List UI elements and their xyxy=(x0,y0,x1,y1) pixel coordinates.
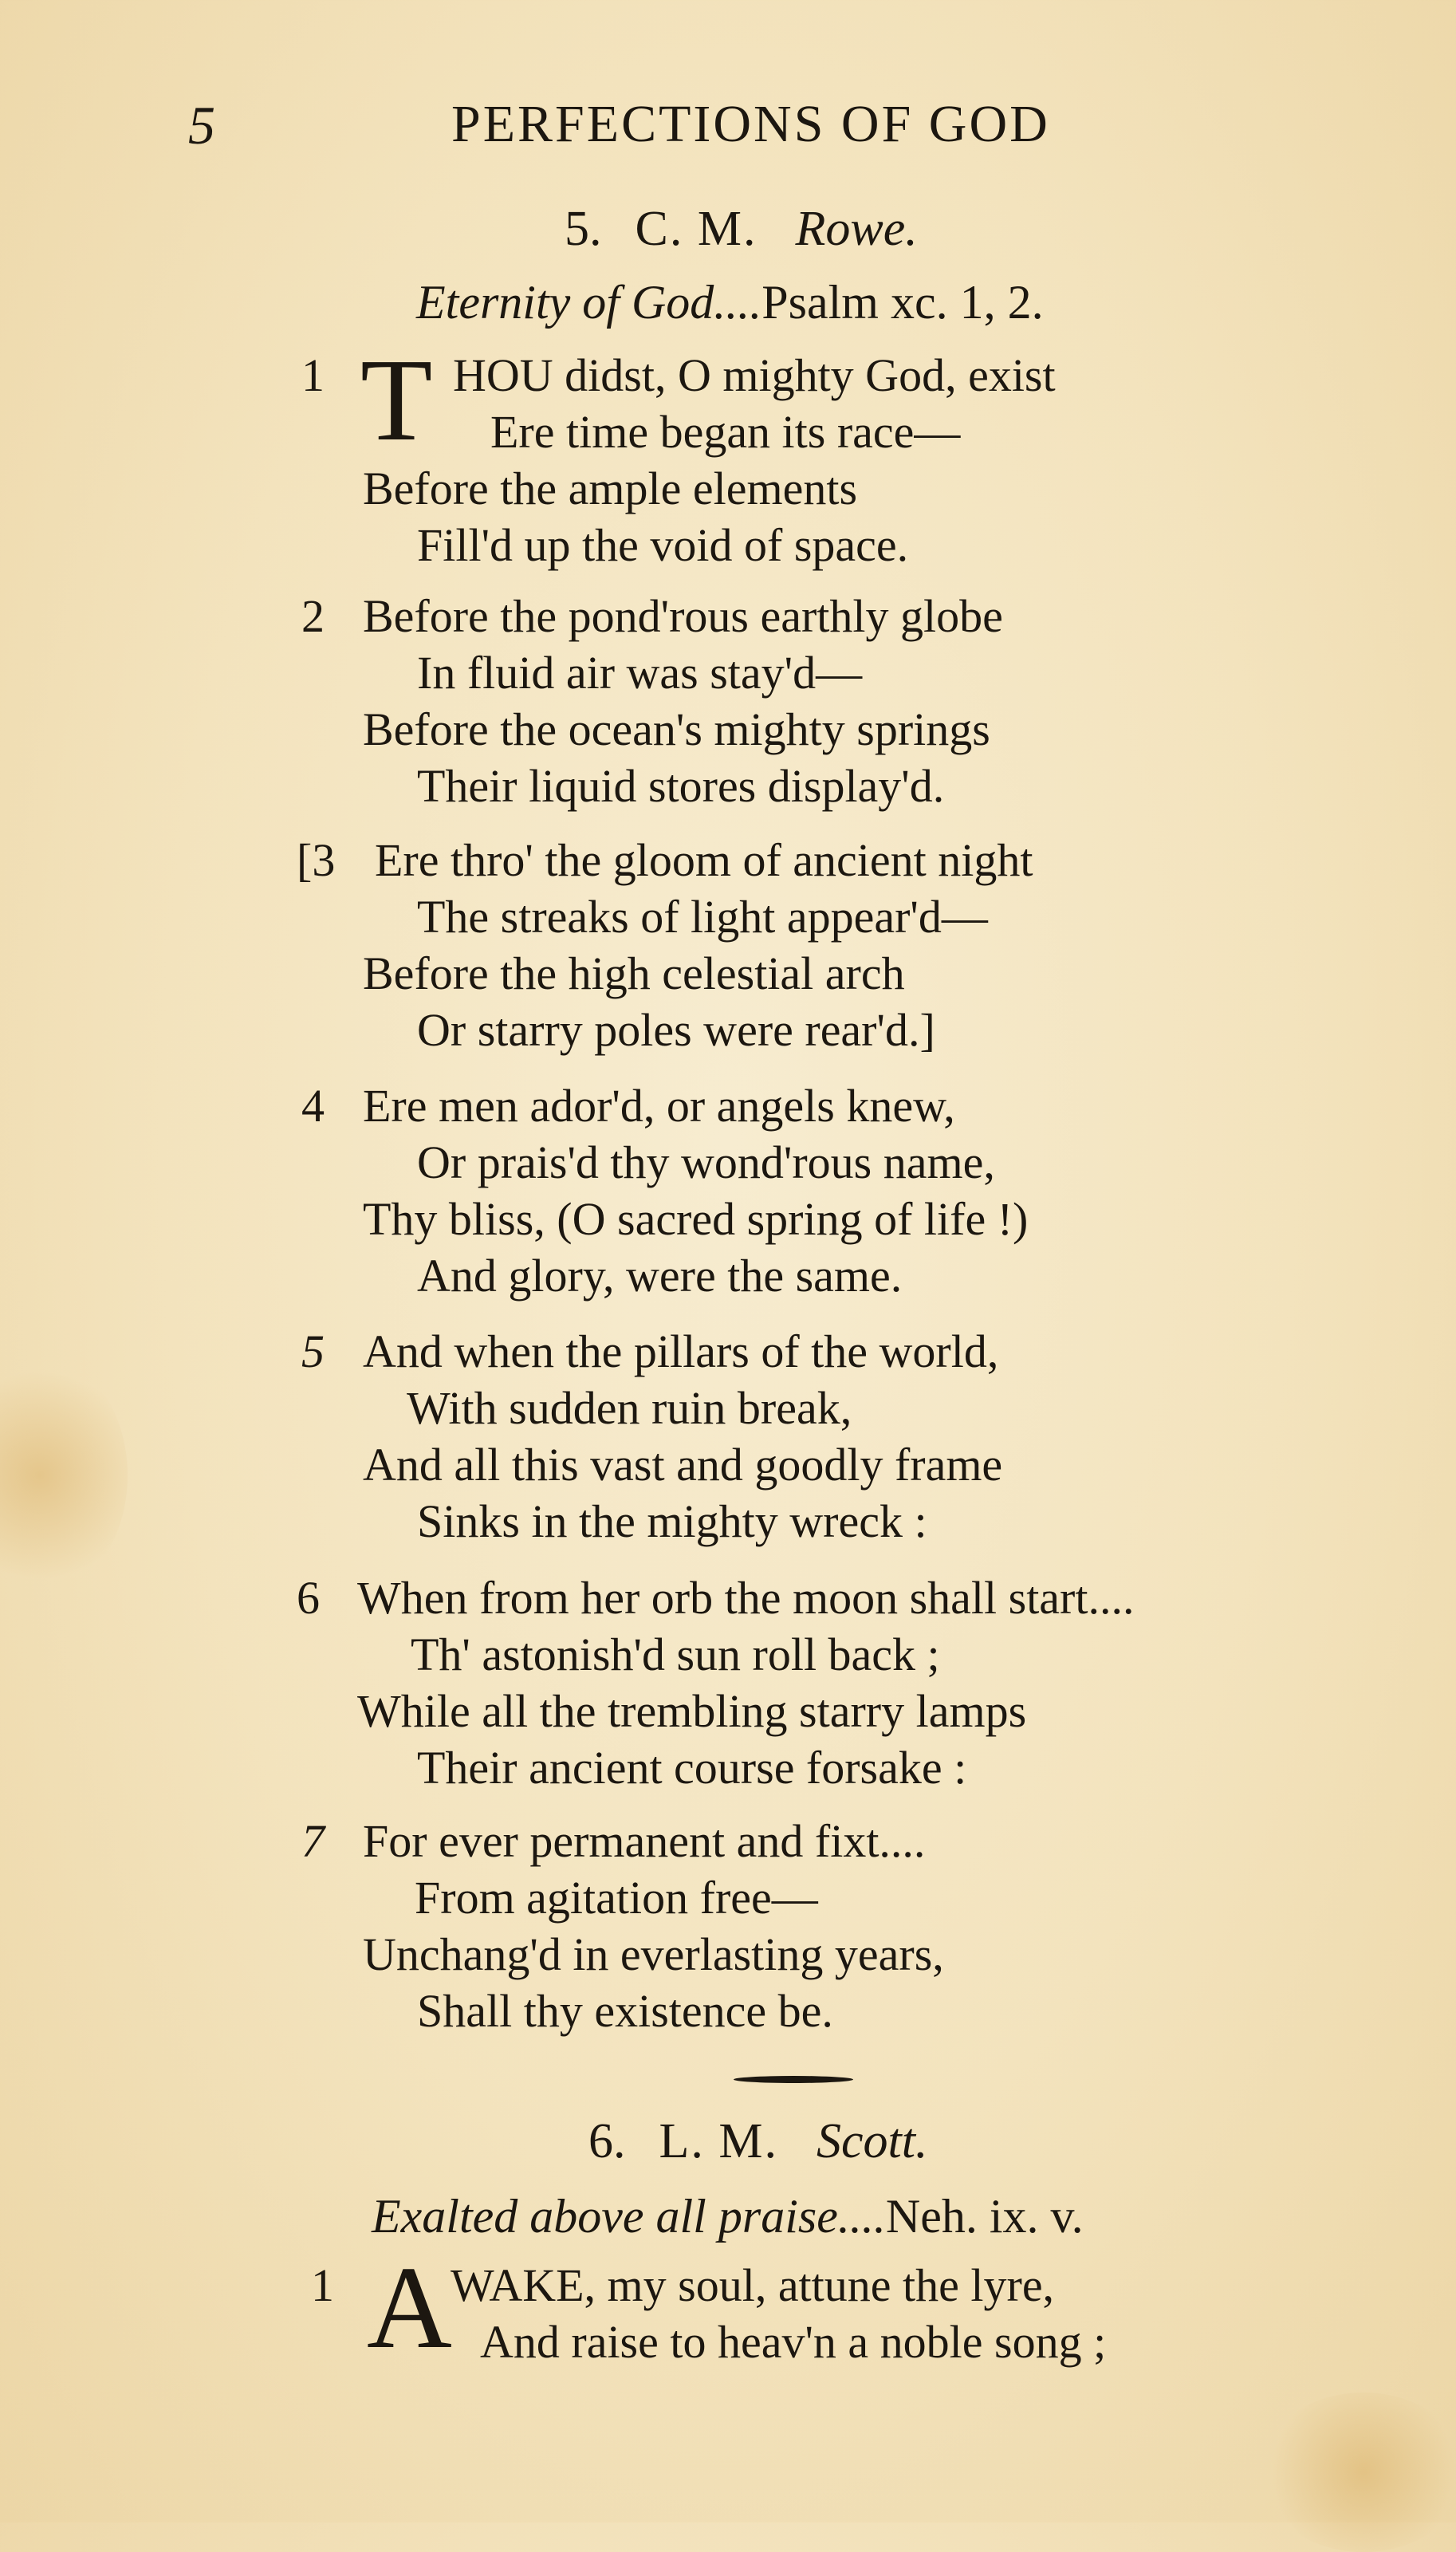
verse-line: Before the pond'rous earthly globe xyxy=(363,590,1003,642)
hymn-6-heading xyxy=(588,2113,927,2170)
verse-line: WAKE, my soul, attune the lyre, xyxy=(451,2259,1055,2311)
verse-line: Or starry poles were rear'd.] xyxy=(417,1004,935,1056)
verse-line: Sinks in the mighty wreck : xyxy=(417,1495,927,1547)
drop-cap: A xyxy=(367,2243,452,2373)
verse-line: Before the ocean's mighty springs xyxy=(363,703,990,755)
verse-line: While all the trembling starry lamps xyxy=(357,1685,1027,1737)
verse-line: Their liquid stores display'd. xyxy=(417,760,945,812)
hymn-5-heading xyxy=(565,201,918,258)
verse-line: Before the high celestial arch xyxy=(363,947,905,999)
verse-line: And raise to heav'n a noble song ; xyxy=(480,2316,1107,2368)
verse-line: And glory, were the same. xyxy=(417,1250,903,1302)
verse-line: And all this vast and goodly frame xyxy=(363,1439,1003,1491)
verse-line: In fluid air was stay'd— xyxy=(417,647,863,699)
hymn-author: Scott. xyxy=(817,2114,928,2168)
hymn-5-subtitle xyxy=(416,275,1044,330)
verse-line: Or prais'd thy wond'rous name, xyxy=(417,1136,995,1188)
page-number: 5 xyxy=(188,95,215,156)
verse-number: 5 xyxy=(301,1325,325,1377)
verse-line: With sudden ruin break, xyxy=(407,1382,852,1434)
verse-number: [3 xyxy=(297,834,336,886)
hymn-number: 6. xyxy=(588,2114,626,2168)
hymn-topic: Eternity of God.... xyxy=(416,276,762,329)
verse-number: 7 xyxy=(301,1815,325,1867)
drop-cap: T xyxy=(360,335,433,466)
verse-line: Their ancient course forsake : xyxy=(417,1742,967,1794)
hymn-author: Rowe. xyxy=(795,202,918,256)
verse-line: And when the pillars of the world, xyxy=(363,1325,999,1377)
hymn-meter: C. M. xyxy=(635,202,758,256)
verse-number: 6 xyxy=(297,1572,320,1624)
running-header xyxy=(188,94,1177,166)
verse-line: The streaks of light appear'd— xyxy=(417,891,988,943)
verse-line: Unchang'd in everlasting years, xyxy=(363,1928,944,1980)
verse-line: Ere time began its race— xyxy=(490,406,961,458)
hymn-topic: Exalted above all praise.... xyxy=(372,2190,886,2243)
hymn-reference: Neh. ix. v. xyxy=(885,2190,1084,2243)
verse-number: 1 xyxy=(301,349,325,401)
verse-line: HOU didst, O mighty God, exist xyxy=(453,349,1056,401)
verse-number: 2 xyxy=(301,590,325,642)
hymn-meter: L. M. xyxy=(659,2114,778,2168)
hymn-6-subtitle xyxy=(372,2189,1084,2244)
verse-line: When from her orb the moon shall start.... xyxy=(357,1572,1135,1624)
verse-line: Thy bliss, (O sacred spring of life !) xyxy=(363,1193,1029,1245)
verse-line: Ere men ador'd, or angels knew, xyxy=(363,1080,955,1132)
hymn-reference: Psalm xc. 1, 2. xyxy=(761,276,1044,329)
verse-line: Shall thy existence be. xyxy=(417,1985,833,2037)
verse-number: 1 xyxy=(311,2259,334,2311)
verse-line: Fill'd up the void of space. xyxy=(417,519,909,571)
verse-line: Ere thro' the gloom of ancient night xyxy=(375,834,1033,886)
section-divider xyxy=(734,2076,853,2083)
paper-stain xyxy=(1260,2392,1456,2552)
verse-line: For ever permanent and fixt.... xyxy=(363,1815,926,1867)
paper-stain xyxy=(0,1356,128,1595)
verse-line: From agitation free— xyxy=(415,1872,818,1924)
verse-line: Before the ample elements xyxy=(363,463,858,514)
verse-number: 4 xyxy=(301,1080,325,1132)
hymn-number: 5. xyxy=(565,202,602,256)
running-title: PERFECTIONS OF GOD xyxy=(451,95,1050,153)
verse-line: Th' astonish'd sun roll back ; xyxy=(411,1628,940,1680)
